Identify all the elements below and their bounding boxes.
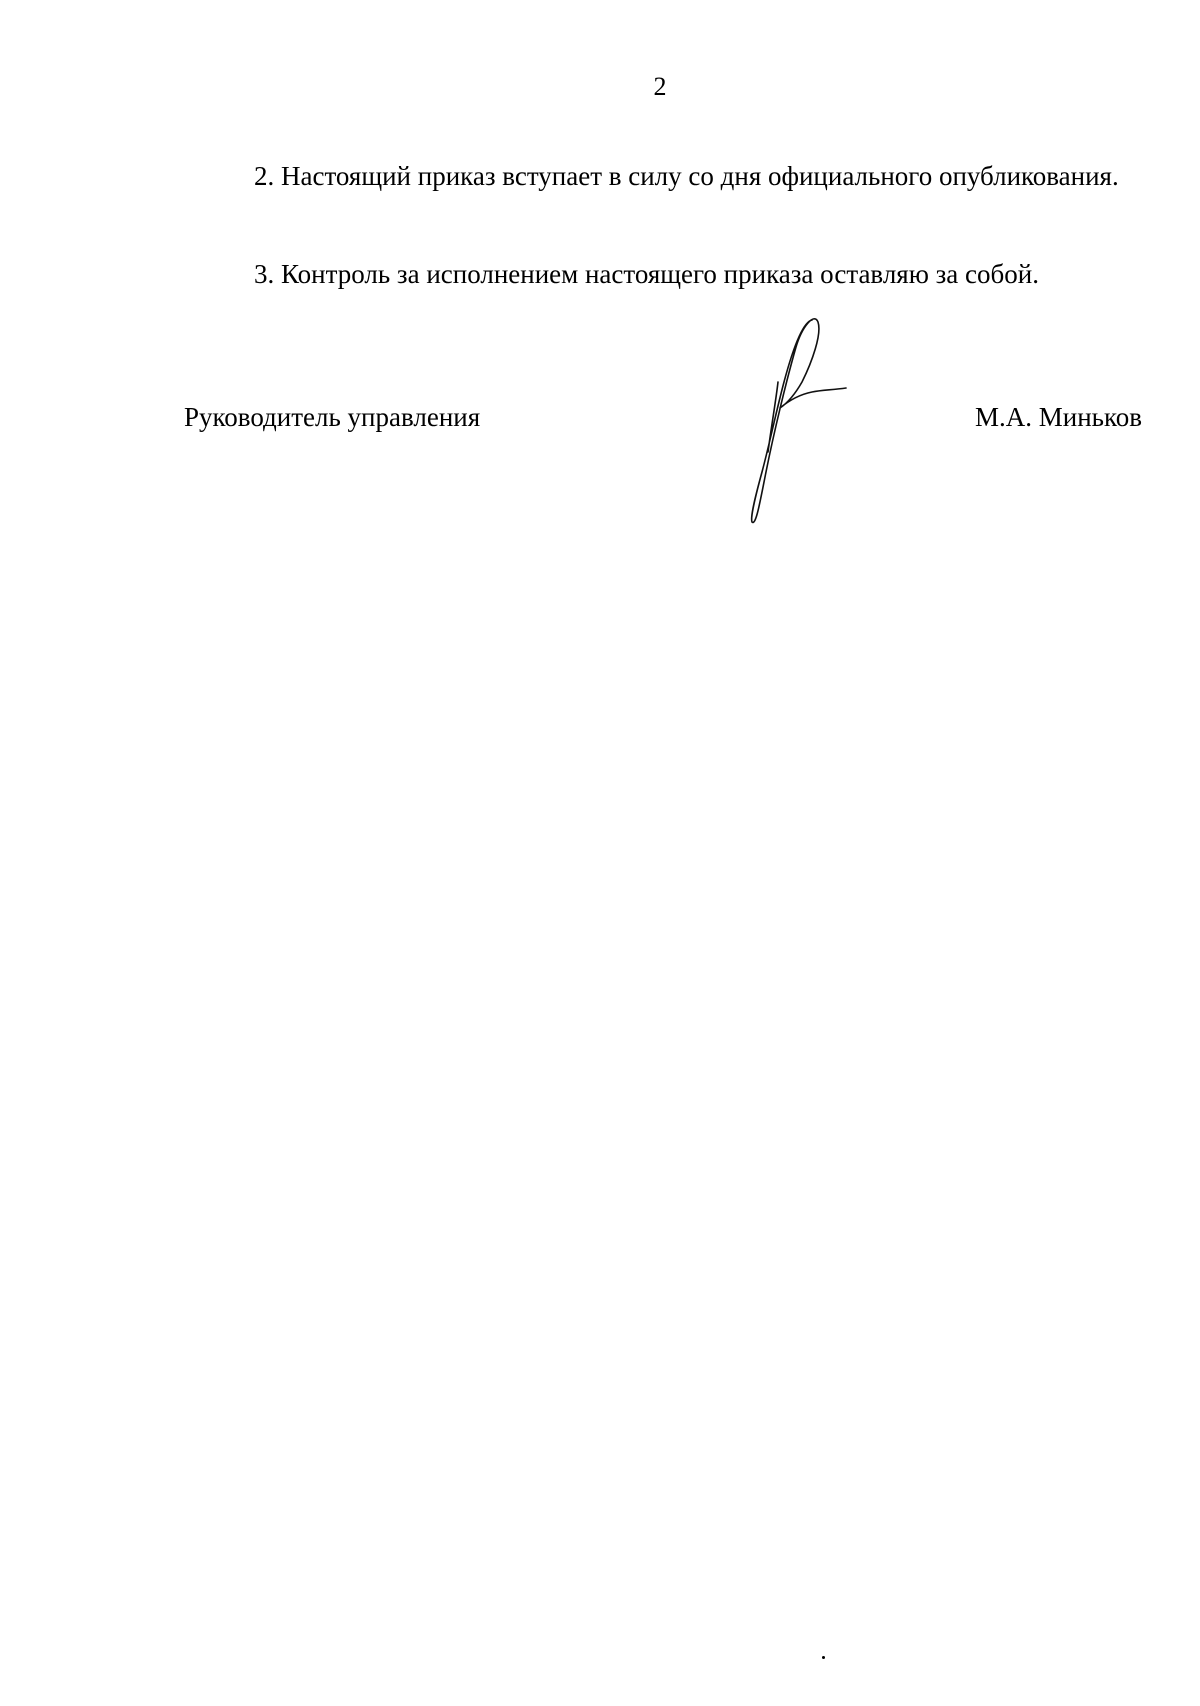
handwritten-signature-icon: [740, 312, 850, 532]
page-number: 2: [653, 72, 667, 101]
paragraph-effective-date: [184, 152, 1142, 200]
paragraph-text: 3. Контроль за исполнением настоящего приказа оставляю за собой.: [254, 259, 1039, 289]
signer-position: Руководитель управления: [184, 402, 481, 432]
scan-speck: [822, 1656, 825, 1659]
paragraph-control: [184, 250, 1142, 298]
signer-name: М.А. Миньков: [975, 402, 1142, 432]
paragraph-text: 2. Настоящий приказ вступает в силу со дня официального опубликования.: [254, 161, 1119, 191]
